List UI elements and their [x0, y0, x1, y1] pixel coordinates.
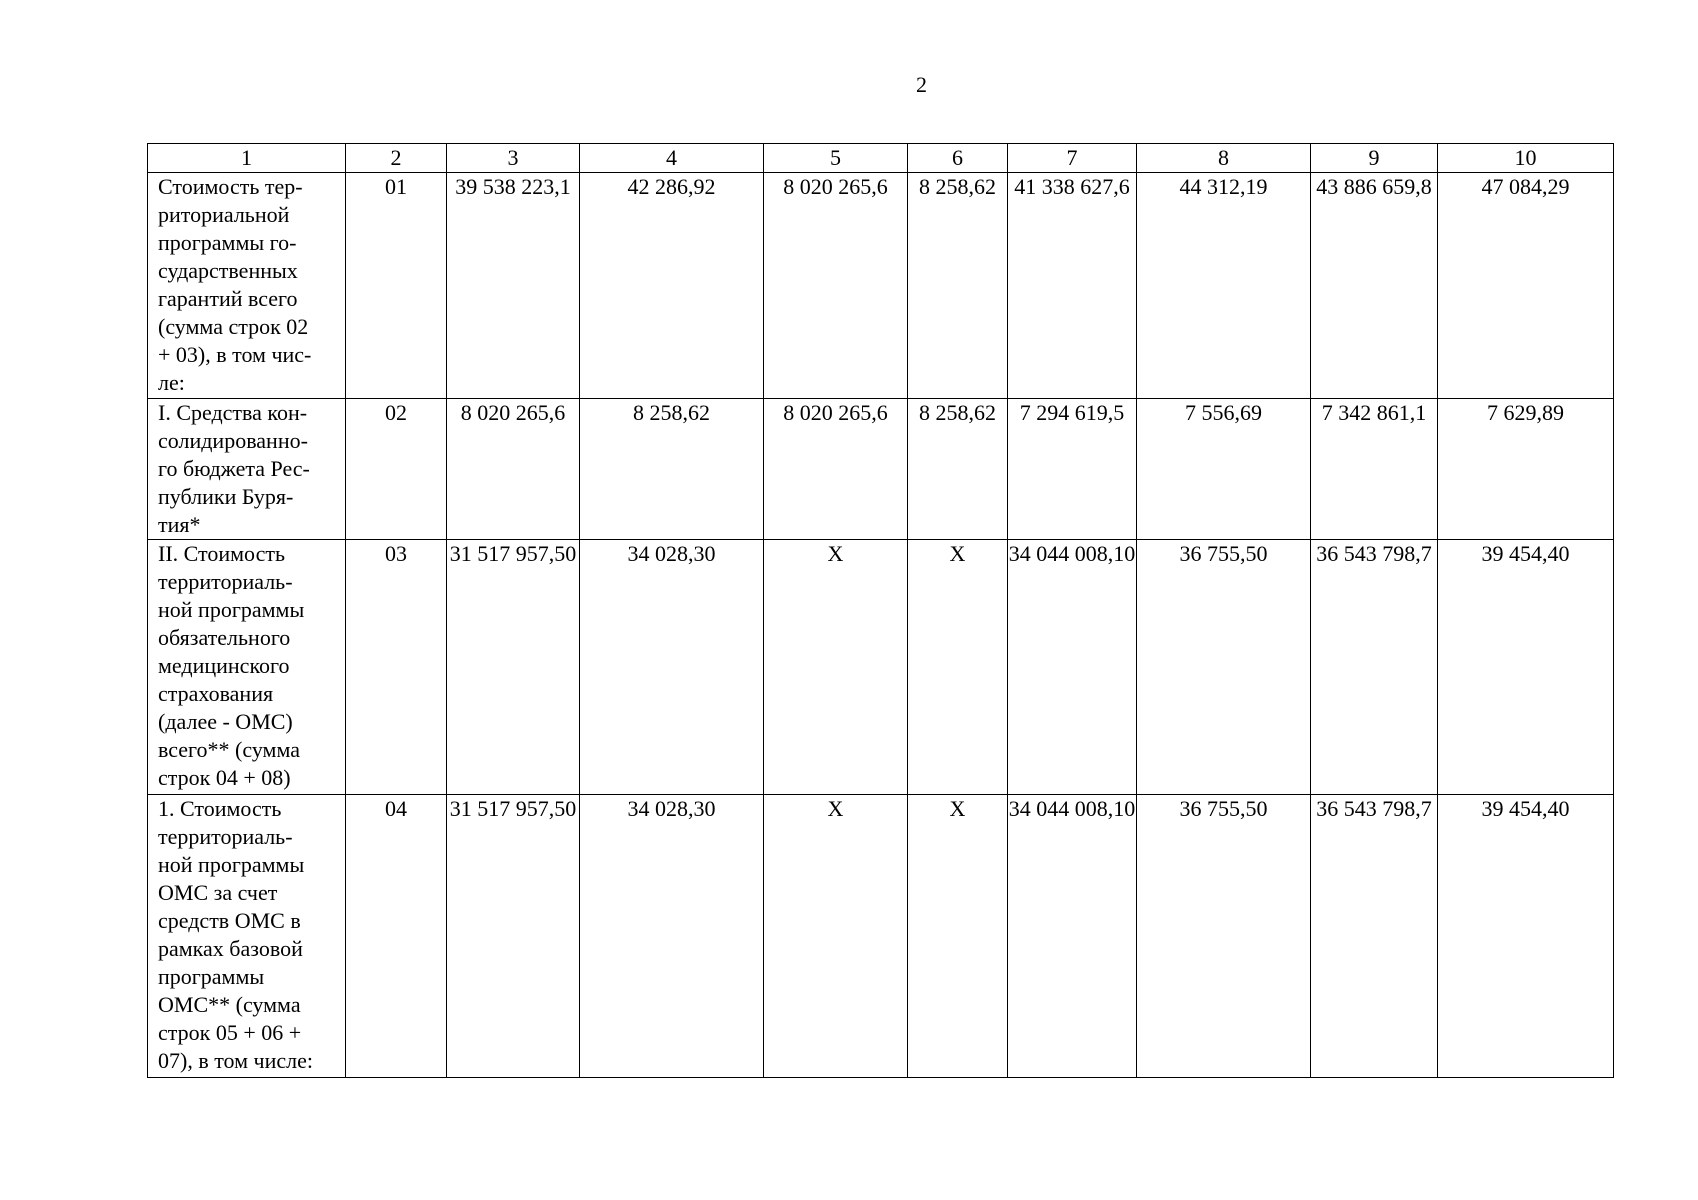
table-header-row — [148, 144, 1614, 173]
table-cell: 34 044 008,10 — [1008, 795, 1137, 1078]
table-cell: 8 258,62 — [908, 173, 1008, 399]
column-number: 10 — [1438, 144, 1614, 173]
table-row — [148, 173, 1614, 399]
table-cell: 47 084,29 — [1438, 173, 1614, 399]
table-cell: 43 886 659,8 — [1311, 173, 1438, 399]
table-cell: 8 258,62 — [580, 399, 764, 540]
table-cell: 36 755,50 — [1137, 795, 1311, 1078]
table-cell: 36 543 798,7 — [1311, 540, 1438, 795]
column-number: 3 — [447, 144, 580, 173]
table-cell: 34 044 008,10 — [1008, 540, 1137, 795]
table-row — [148, 540, 1614, 795]
table-cell: 36 755,50 — [1137, 540, 1311, 795]
table-cell: 7 629,89 — [1438, 399, 1614, 540]
table-cell: 7 556,69 — [1137, 399, 1311, 540]
row-code: 04 — [346, 795, 447, 1078]
table-cell: 42 286,92 — [580, 173, 764, 399]
column-number: 7 — [1008, 144, 1137, 173]
column-number: 4 — [580, 144, 764, 173]
column-number: 8 — [1137, 144, 1311, 173]
table-cell: 39 538 223,1 — [447, 173, 580, 399]
table-cell: 7 342 861,1 — [1311, 399, 1438, 540]
table-cell: 31 517 957,50 — [447, 540, 580, 795]
table-row — [148, 399, 1614, 540]
column-number: 9 — [1311, 144, 1438, 173]
table-cell: 41 338 627,6 — [1008, 173, 1137, 399]
table-cell: 8 020 265,6 — [447, 399, 580, 540]
column-number: 2 — [346, 144, 447, 173]
table-cell: 34 028,30 — [580, 540, 764, 795]
table-cell: 36 543 798,7 — [1311, 795, 1438, 1078]
table-cell: 8 258,62 — [908, 399, 1008, 540]
table-cell: Х — [908, 540, 1008, 795]
row-description: I. Средства кон- солидированно- го бюджета Рес- публики Буря- тия* — [148, 399, 346, 540]
table-cell: 34 028,30 — [580, 795, 764, 1078]
table-cell: Х — [764, 540, 908, 795]
row-description: Стоимость тер- риториальной программы го- сударственных гарантий всего (сумма строк 02 + 03), в том чис- ле: — [148, 173, 346, 399]
row-code: 02 — [346, 399, 447, 540]
data-table — [147, 143, 1614, 1078]
column-number: 6 — [908, 144, 1008, 173]
table-cell: 44 312,19 — [1137, 173, 1311, 399]
table-cell: 8 020 265,6 — [764, 399, 908, 540]
table-cell: Х — [908, 795, 1008, 1078]
row-description: II. Стоимость территориаль- ной программы обязательного медицинского страхования (далее - ОМС) всего** (сумма строк 04 + 08) — [148, 540, 346, 795]
column-number: 1 — [148, 144, 346, 173]
table-cell: 39 454,40 — [1438, 795, 1614, 1078]
table-cell: 39 454,40 — [1438, 540, 1614, 795]
table-row — [148, 795, 1614, 1078]
table-cell: 7 294 619,5 — [1008, 399, 1137, 540]
column-number: 5 — [764, 144, 908, 173]
page-number: 2 — [916, 72, 927, 97]
table-cell: 31 517 957,50 — [447, 795, 580, 1078]
table-cell: Х — [764, 795, 908, 1078]
table-cell: 8 020 265,6 — [764, 173, 908, 399]
row-code: 03 — [346, 540, 447, 795]
row-code: 01 — [346, 173, 447, 399]
row-description: 1. Стоимость территориаль- ной программы ОМС за счет средств ОМС в рамках базовой программы ОМС** (сумма строк 05 + 06 + 07), в том числе: — [148, 795, 346, 1078]
